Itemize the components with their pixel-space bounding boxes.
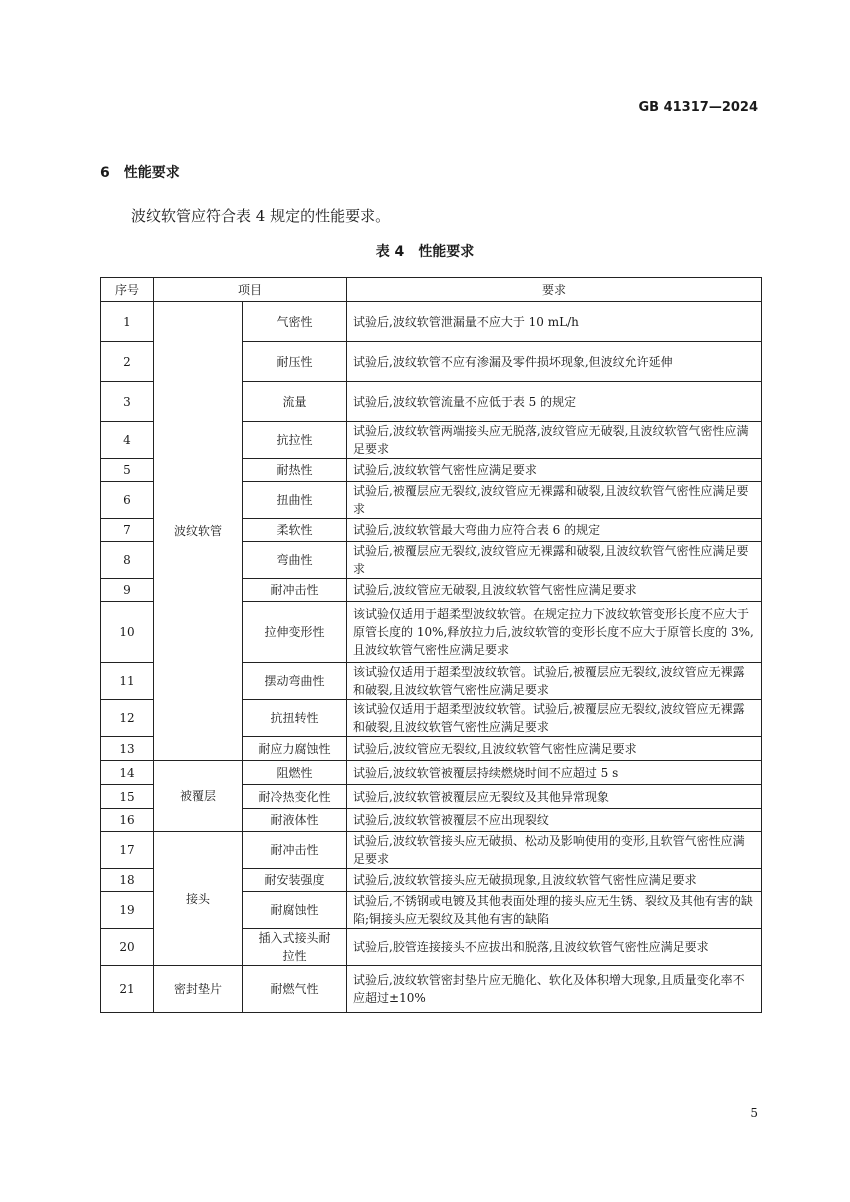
cell-item: 耐燃气性 bbox=[243, 966, 347, 1013]
cell-seq: 19 bbox=[101, 892, 154, 929]
cell-seq: 14 bbox=[101, 761, 154, 785]
cell-item: 耐冷热变化性 bbox=[243, 785, 347, 809]
cell-item: 耐冲击性 bbox=[243, 832, 347, 869]
cell-seq: 13 bbox=[101, 737, 154, 761]
cell-requirement: 试验后,波纹软管最大弯曲力应符合表 6 的规定 bbox=[347, 519, 762, 542]
cell-seq: 5 bbox=[101, 459, 154, 482]
cell-seq: 4 bbox=[101, 422, 154, 459]
col-header-requirement: 要求 bbox=[347, 278, 762, 302]
table-caption bbox=[0, 241, 850, 261]
cell-seq: 16 bbox=[101, 809, 154, 832]
cell-seq: 7 bbox=[101, 519, 154, 542]
cell-item: 抗拉性 bbox=[243, 422, 347, 459]
cell-group: 波纹软管 bbox=[154, 302, 243, 761]
cell-seq: 15 bbox=[101, 785, 154, 809]
table-header-row bbox=[101, 278, 762, 302]
cell-seq: 18 bbox=[101, 869, 154, 892]
cell-item: 耐冲击性 bbox=[243, 579, 347, 602]
cell-item: 抗扭转性 bbox=[243, 700, 347, 737]
cell-group: 接头 bbox=[154, 832, 243, 966]
section-title: 性能要求 bbox=[123, 165, 180, 181]
table-row bbox=[101, 302, 762, 342]
cell-requirement: 试验后,被覆层应无裂纹,波纹管应无裸露和破裂,且波纹软管气密性应满足要求 bbox=[347, 482, 762, 519]
table-caption-title: 性能要求 bbox=[418, 244, 475, 260]
cell-requirement: 试验后,波纹软管被覆层不应出现裂纹 bbox=[347, 809, 762, 832]
cell-seq: 8 bbox=[101, 542, 154, 579]
col-header-item: 项目 bbox=[154, 278, 347, 302]
cell-item: 耐热性 bbox=[243, 459, 347, 482]
cell-seq: 3 bbox=[101, 382, 154, 422]
table-row bbox=[101, 966, 762, 1013]
cell-seq: 1 bbox=[101, 302, 154, 342]
cell-requirement: 试验后,波纹软管泄漏量不应大于 10 mL/h bbox=[347, 302, 762, 342]
cell-requirement: 试验后,波纹软管密封垫片应无脆化、软化及体积增大现象,且质量变化率不应超过±10% bbox=[347, 966, 762, 1013]
cell-requirement: 试验后,不锈钢或电镀及其他表面处理的接头应无生锈、裂纹及其他有害的缺陷;铜接头应无裂纹及其他有害的缺陷 bbox=[347, 892, 762, 929]
table-row bbox=[101, 832, 762, 869]
cell-item: 柔软性 bbox=[243, 519, 347, 542]
cell-requirement: 试验后,波纹管应无裂纹,且波纹软管气密性应满足要求 bbox=[347, 737, 762, 761]
cell-item: 流量 bbox=[243, 382, 347, 422]
cell-seq: 10 bbox=[101, 602, 154, 663]
cell-requirement: 该试验仅适用于超柔型波纹软管。在规定拉力下波纹软管变形长度不应大于原管长度的 10%,释放拉力后,波纹软管的变形长度不应大于原管长度的 3%,且波纹软管气密性应满足要求 bbox=[347, 602, 762, 663]
cell-requirement: 试验后,波纹软管被覆层应无裂纹及其他异常现象 bbox=[347, 785, 762, 809]
cell-item: 阻燃性 bbox=[243, 761, 347, 785]
cell-seq: 17 bbox=[101, 832, 154, 869]
cell-requirement: 试验后,波纹软管接头应无破损、松动及影响使用的变形,且软管气密性应满足要求 bbox=[347, 832, 762, 869]
cell-item: 弯曲性 bbox=[243, 542, 347, 579]
cell-item: 耐液体性 bbox=[243, 809, 347, 832]
cell-group: 密封垫片 bbox=[154, 966, 243, 1013]
cell-requirement: 试验后,波纹软管两端接头应无脱落,波纹管应无破裂,且波纹软管气密性应满足要求 bbox=[347, 422, 762, 459]
cell-seq: 9 bbox=[101, 579, 154, 602]
cell-item: 拉伸变形性 bbox=[243, 602, 347, 663]
cell-seq: 2 bbox=[101, 342, 154, 382]
cell-requirement: 试验后,波纹软管接头应无破损现象,且波纹软管气密性应满足要求 bbox=[347, 869, 762, 892]
col-header-seq: 序号 bbox=[101, 278, 154, 302]
cell-item: 耐腐蚀性 bbox=[243, 892, 347, 929]
table-caption-number: 表 4 bbox=[375, 244, 405, 260]
cell-seq: 21 bbox=[101, 966, 154, 1013]
cell-requirement: 该试验仅适用于超柔型波纹软管。试验后,被覆层应无裂纹,波纹管应无裸露和破裂,且波纹软管气密性应满足要求 bbox=[347, 700, 762, 737]
cell-item: 耐压性 bbox=[243, 342, 347, 382]
page-number: 5 bbox=[750, 1106, 758, 1120]
cell-requirement: 试验后,波纹软管被覆层持续燃烧时间不应超过 5 s bbox=[347, 761, 762, 785]
cell-item: 插入式接头耐拉性 bbox=[243, 929, 347, 966]
cell-requirement: 试验后,波纹管应无破裂,且波纹软管气密性应满足要求 bbox=[347, 579, 762, 602]
cell-item: 气密性 bbox=[243, 302, 347, 342]
section-number: 6 bbox=[100, 165, 110, 181]
cell-item: 摆动弯曲性 bbox=[243, 663, 347, 700]
cell-item: 扭曲性 bbox=[243, 482, 347, 519]
cell-seq: 6 bbox=[101, 482, 154, 519]
cell-requirement: 试验后,波纹软管流量不应低于表 5 的规定 bbox=[347, 382, 762, 422]
cell-requirement: 试验后,胶管连接接头不应拔出和脱落,且波纹软管气密性应满足要求 bbox=[347, 929, 762, 966]
cell-item: 耐应力腐蚀性 bbox=[243, 737, 347, 761]
cell-seq: 12 bbox=[101, 700, 154, 737]
intro-paragraph: 波纹软管应符合表 4 规定的性能要求。 bbox=[131, 207, 391, 225]
cell-group: 被覆层 bbox=[154, 761, 243, 832]
cell-item: 耐安装强度 bbox=[243, 869, 347, 892]
performance-requirements-table bbox=[100, 277, 762, 1013]
cell-seq: 20 bbox=[101, 929, 154, 966]
cell-seq: 11 bbox=[101, 663, 154, 700]
table-body bbox=[101, 302, 762, 1013]
cell-requirement: 该试验仅适用于超柔型波纹软管。试验后,被覆层应无裂纹,波纹管应无裸露和破裂,且波纹软管气密性应满足要求 bbox=[347, 663, 762, 700]
table-row bbox=[101, 761, 762, 785]
cell-requirement: 试验后,被覆层应无裂纹,波纹管应无裸露和破裂,且波纹软管气密性应满足要求 bbox=[347, 542, 762, 579]
standard-code: GB 41317—2024 bbox=[638, 100, 758, 115]
cell-requirement: 试验后,波纹软管气密性应满足要求 bbox=[347, 459, 762, 482]
cell-requirement: 试验后,波纹软管不应有渗漏及零件损坏现象,但波纹允许延伸 bbox=[347, 342, 762, 382]
section-heading bbox=[100, 162, 180, 182]
